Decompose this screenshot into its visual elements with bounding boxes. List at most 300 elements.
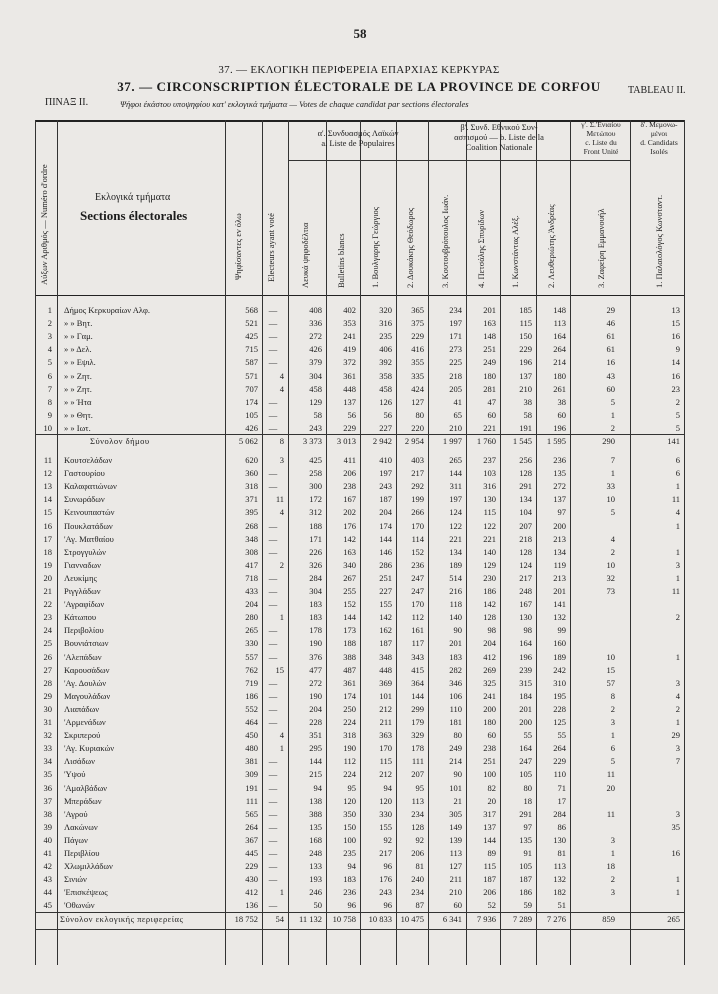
cell-value: 132 xyxy=(553,612,566,623)
cell-value: 246 xyxy=(309,887,322,898)
cell-value: 425 xyxy=(245,331,258,342)
cell-value: 139 xyxy=(449,834,462,845)
col-header-c5: 3. Κουτουβρόπουλος Ιωάν. xyxy=(440,194,450,288)
cell-value: 521 xyxy=(245,318,258,329)
cell-value: 1 xyxy=(279,743,284,754)
cell-value: 120 xyxy=(343,795,356,806)
cell-value: 212 xyxy=(379,769,392,780)
cell-value: 163 xyxy=(483,318,496,329)
cell-value: 87 xyxy=(415,900,424,911)
section-name: Κεινουπαστών xyxy=(64,507,115,518)
cell-value: 90 xyxy=(453,769,462,780)
cell-value: 134 xyxy=(519,494,532,505)
cell-value: 15 xyxy=(606,664,615,675)
cell-value: 221 xyxy=(483,533,496,544)
cell-value: — xyxy=(268,651,278,662)
cell-value: — xyxy=(268,572,278,583)
cell-value: 282 xyxy=(449,664,462,675)
cell-value: 1 xyxy=(610,409,615,420)
cell-value: 5 xyxy=(610,396,615,407)
row-number: 42 xyxy=(43,861,52,872)
section-name: Λισάδων xyxy=(64,756,95,767)
cell-value: 167 xyxy=(519,599,532,610)
cell-value: 59 xyxy=(523,900,532,911)
cell-value: 184 xyxy=(519,690,532,701)
row-number: 21 xyxy=(43,586,52,596)
cell-value: 56 xyxy=(347,409,356,420)
cell-value: 228 xyxy=(309,717,322,727)
cell-value: 430 xyxy=(245,874,258,885)
cell-value: 5 xyxy=(675,409,680,420)
section-name: Σύνολον εκλογικής περιφερείας xyxy=(60,913,184,924)
cell-value: 183 xyxy=(309,612,322,623)
row-number: 29 xyxy=(43,690,52,701)
cell-value: 106 xyxy=(449,690,462,701)
cell-value: — xyxy=(268,305,278,315)
cell-value: 10 xyxy=(606,651,615,662)
cell-value: 265 xyxy=(245,625,258,636)
row-number: 36 xyxy=(43,782,52,793)
row-number: 20 xyxy=(43,572,52,583)
cell-value: 58 xyxy=(523,409,532,420)
cell-value: 343 xyxy=(411,651,424,662)
cell-value: 406 xyxy=(379,344,392,355)
cell-value: 240 xyxy=(411,874,424,885)
row-number: 16 xyxy=(43,520,52,531)
cell-value: 206 xyxy=(343,468,356,479)
cell-value: 99 xyxy=(557,625,566,636)
cell-value: 56 xyxy=(383,409,392,420)
cell-value: 97 xyxy=(523,821,532,832)
cell-value: 318 xyxy=(245,481,258,492)
row-number: 22 xyxy=(43,599,52,610)
cell-value: 94 xyxy=(313,782,322,793)
cell-value: 363 xyxy=(379,730,392,741)
section-name: Κάτωπου xyxy=(64,612,97,623)
cell-value: 312 xyxy=(309,507,322,518)
row-number: 27 xyxy=(43,664,52,675)
cell-value: — xyxy=(268,821,278,832)
sections-header-gr: Εκλογικά τμήματα xyxy=(95,192,171,203)
cell-value: 215 xyxy=(309,769,322,780)
cell-value: 284 xyxy=(553,808,566,819)
cell-value: 117 xyxy=(411,638,424,649)
cell-value: 464 xyxy=(245,717,258,727)
cell-value: 224 xyxy=(343,769,356,780)
cell-value: 18 xyxy=(523,795,532,806)
cell-value: 115 xyxy=(483,861,496,872)
section-name: Πουκλατάδων xyxy=(64,520,113,531)
cell-value: 201 xyxy=(483,305,496,315)
cell-value: 18 752 xyxy=(234,913,258,924)
cell-value: — xyxy=(268,717,278,727)
cell-value: 15 xyxy=(671,318,680,329)
cell-value: 371 xyxy=(245,494,258,505)
cell-value: 186 xyxy=(245,690,258,701)
cell-value: 376 xyxy=(309,651,322,662)
section-name: Λακώνων xyxy=(64,821,98,832)
row-number: 44 xyxy=(43,887,52,898)
cell-value: 98 xyxy=(523,625,532,636)
cell-value: 326 xyxy=(309,559,322,570)
cell-value: 86 xyxy=(557,821,566,832)
cell-value: 211 xyxy=(379,717,392,727)
cell-value: 3 373 xyxy=(302,436,322,446)
cell-value: 204 xyxy=(379,507,392,518)
total-line xyxy=(35,912,684,913)
total-row xyxy=(0,436,718,452)
cell-value: 13 xyxy=(671,305,680,315)
cell-value: 5 xyxy=(610,756,615,767)
cell-value: 115 xyxy=(379,756,392,767)
table-label-right: TABLEAU II. xyxy=(628,85,686,96)
cell-value: 142 xyxy=(379,612,392,623)
cell-value: 320 xyxy=(379,305,392,315)
cell-value: 2 xyxy=(675,396,680,407)
cell-value: 217 xyxy=(411,468,424,479)
row-number: 13 xyxy=(43,481,52,492)
cell-value: 718 xyxy=(245,572,258,583)
cell-value: 290 xyxy=(602,436,615,446)
cell-value: 46 xyxy=(606,318,615,329)
cell-value: 164 xyxy=(553,331,566,342)
cell-value: 187 xyxy=(483,874,496,885)
row-number: 18 xyxy=(43,546,52,557)
cell-value: 92 xyxy=(415,834,424,845)
cell-value: 134 xyxy=(449,546,462,557)
cell-value: 185 xyxy=(519,305,532,315)
cell-value: 112 xyxy=(343,756,356,767)
cell-value: 221 xyxy=(483,422,496,433)
cell-value: 199 xyxy=(411,494,424,505)
cell-value: 174 xyxy=(343,690,356,701)
cell-value: 7 xyxy=(610,455,615,465)
cell-value: 113 xyxy=(449,848,462,858)
cell-value: 859 xyxy=(602,913,615,924)
cell-value: 207 xyxy=(411,769,424,780)
cell-value: 235 xyxy=(379,331,392,342)
section-name: » » Βητ. xyxy=(64,318,93,329)
cell-value: 41 xyxy=(453,396,462,407)
group-line xyxy=(570,160,630,161)
table-label-left: ΠΙΝΑΞ ΙΙ. xyxy=(45,97,89,108)
cell-value: 32 xyxy=(606,572,615,583)
cell-value: 235 xyxy=(343,848,356,858)
cell-value: 140 xyxy=(483,546,496,557)
cell-value: — xyxy=(268,520,278,531)
cell-value: 4 xyxy=(279,730,284,741)
group-header-d: δ'. Μεμονω- μένοι d. Candidats Isolés xyxy=(640,120,678,156)
cell-value: 135 xyxy=(553,468,566,479)
cell-value: 292 xyxy=(411,481,424,492)
cell-value: 150 xyxy=(519,331,532,342)
cell-value: 179 xyxy=(411,717,424,727)
cell-value: 57 xyxy=(606,677,615,688)
cell-value: 403 xyxy=(411,455,424,465)
cell-value: 217 xyxy=(519,572,532,583)
cell-value: 141 xyxy=(553,599,566,610)
cell-value: 2 xyxy=(675,703,680,714)
cell-value: 180 xyxy=(483,717,496,727)
cell-value: — xyxy=(268,782,278,793)
cell-value: 105 xyxy=(519,769,532,780)
cell-value: 247 xyxy=(411,572,424,583)
cell-value: 200 xyxy=(519,717,532,727)
row-number: 35 xyxy=(43,769,52,780)
cell-value: 133 xyxy=(309,861,322,872)
cell-value: 477 xyxy=(309,664,322,675)
cell-value: 126 xyxy=(379,396,392,407)
cell-value: 416 xyxy=(411,344,424,355)
col-header-c1: Λευκά ψηφοδέλτια xyxy=(300,222,310,288)
cell-value: — xyxy=(268,638,278,649)
cell-value: 60 xyxy=(487,409,496,420)
cell-value: 191 xyxy=(245,782,258,793)
cell-value: 105 xyxy=(245,409,258,420)
cell-value: 122 xyxy=(449,520,462,531)
cell-value: 1 595 xyxy=(546,436,566,446)
cell-value: 71 xyxy=(557,782,566,793)
cell-value: 60 xyxy=(487,730,496,741)
cell-value: 351 xyxy=(309,730,322,741)
cell-value: 204 xyxy=(483,638,496,649)
cell-value: 176 xyxy=(343,520,356,531)
cell-value: 1 xyxy=(610,848,615,858)
cell-value: 1 xyxy=(675,520,680,531)
cell-value: 258 xyxy=(309,468,322,479)
section-name: » » Ζητ. xyxy=(64,383,92,394)
cell-value: 318 xyxy=(343,730,356,741)
cell-value: 202 xyxy=(343,507,356,518)
cell-value: 95 xyxy=(347,782,356,793)
cell-value: 16 xyxy=(671,370,680,381)
col-header-num: Αύξων Αριθμός — Numéro d'ordre xyxy=(39,164,49,285)
row-number: 2 xyxy=(47,318,52,329)
cell-value: 183 xyxy=(343,874,356,885)
cell-value: 15 xyxy=(275,664,284,675)
cell-value: 140 xyxy=(449,612,462,623)
section-name: 'Υψού xyxy=(64,769,86,780)
col-header-c9: 3. Ζαφείρη Εμμανουήλ xyxy=(596,208,606,288)
cell-value: 204 xyxy=(245,599,258,610)
section-name: Συνωράδων xyxy=(64,494,105,505)
row-number: 25 xyxy=(43,638,52,649)
cell-value: 29 xyxy=(671,730,680,741)
cell-value: 214 xyxy=(553,357,566,368)
cell-value: 137 xyxy=(343,396,356,407)
cell-value: 100 xyxy=(483,769,496,780)
group-line xyxy=(428,160,570,161)
cell-value: 353 xyxy=(343,318,356,329)
cell-value: 4 xyxy=(279,507,284,518)
row-number: 45 xyxy=(43,900,52,911)
cell-value: 480 xyxy=(245,743,258,754)
sections-header-fr: Sections électorales xyxy=(80,208,188,223)
cell-value: 620 xyxy=(245,455,258,465)
cell-value: 104 xyxy=(519,507,532,518)
cell-value: 196 xyxy=(519,651,532,662)
cell-value: 200 xyxy=(483,703,496,714)
cell-value: 249 xyxy=(449,743,462,754)
cell-value: 195 xyxy=(553,690,566,701)
cell-value: — xyxy=(268,468,278,479)
cell-value: 190 xyxy=(343,743,356,754)
cell-value: 138 xyxy=(309,795,322,806)
cell-value: — xyxy=(268,703,278,714)
row-number: 9 xyxy=(47,409,52,420)
cell-value: 144 xyxy=(343,612,356,623)
cell-value: 92 xyxy=(383,834,392,845)
cell-value: 35 xyxy=(671,821,680,832)
cell-value: 346 xyxy=(449,677,462,688)
cell-value: 243 xyxy=(379,887,392,898)
cell-value: 82 xyxy=(487,782,496,793)
cell-value: 367 xyxy=(245,834,258,845)
cell-value: 60 xyxy=(453,900,462,911)
cell-value: 188 xyxy=(309,520,322,531)
cell-value: 206 xyxy=(411,848,424,858)
cell-value: 2 xyxy=(610,422,615,433)
cell-value: 125 xyxy=(553,717,566,727)
section-name: Χλωμιλλάδων xyxy=(64,861,113,872)
cell-value: 189 xyxy=(449,559,462,570)
cell-value: 128 xyxy=(483,612,496,623)
cell-value: 114 xyxy=(411,533,424,544)
cell-value: 388 xyxy=(343,651,356,662)
cell-value: — xyxy=(268,357,278,368)
cell-value: 100 xyxy=(343,834,356,845)
section-name: Στρογγυλών xyxy=(64,546,106,557)
cell-value: 97 xyxy=(557,507,566,518)
col-header-c6: 4. Πετσάλης Σπυρίδων xyxy=(476,209,486,288)
cell-value: 181 xyxy=(449,717,462,727)
cell-value: 61 xyxy=(606,344,615,355)
row-number: 41 xyxy=(43,848,52,858)
section-name: » » Ιωτ. xyxy=(64,422,91,433)
section-name: 'Επισκέψεως xyxy=(64,887,108,898)
cell-value: 162 xyxy=(379,625,392,636)
cell-value: 238 xyxy=(343,481,356,492)
cell-value: 95 xyxy=(415,782,424,793)
cell-value: 425 xyxy=(309,455,322,465)
cell-value: 1 xyxy=(675,546,680,557)
cell-value: 152 xyxy=(411,546,424,557)
cell-value: 316 xyxy=(379,318,392,329)
cell-value: 372 xyxy=(343,357,356,368)
cell-value: 11 xyxy=(275,494,284,505)
cell-value: 234 xyxy=(411,808,424,819)
cell-value: 719 xyxy=(245,677,258,688)
cell-value: 412 xyxy=(245,887,258,898)
cell-value: 182 xyxy=(553,887,566,898)
cell-value: 134 xyxy=(553,546,566,557)
row-number: 31 xyxy=(43,717,52,727)
cell-value: 142 xyxy=(483,599,496,610)
section-name: 'Αγραφίδων xyxy=(64,599,105,610)
cell-value: 4 xyxy=(279,370,284,381)
cell-value: 110 xyxy=(553,769,566,780)
cell-value: 210 xyxy=(449,887,462,898)
cell-value: 360 xyxy=(245,468,258,479)
bottom-line xyxy=(35,929,684,930)
cell-value: 128 xyxy=(519,468,532,479)
col-header-voters: Ψηφίσαντες εν όλω xyxy=(233,213,243,280)
cell-value: 10 758 xyxy=(332,913,356,924)
cell-value: 217 xyxy=(379,848,392,858)
cell-value: 295 xyxy=(309,743,322,754)
cell-value: 105 xyxy=(519,861,532,872)
cell-value: — xyxy=(268,834,278,845)
cell-value: 229 xyxy=(343,422,356,433)
section-name: Περιβολίου xyxy=(64,625,104,636)
cell-value: 308 xyxy=(245,546,258,557)
cell-value: 14 xyxy=(671,357,680,368)
cell-value: — xyxy=(268,861,278,872)
cell-value: 128 xyxy=(519,546,532,557)
cell-value: 1 997 xyxy=(442,436,462,446)
row-number: 4 xyxy=(47,344,52,355)
cell-value: — xyxy=(268,625,278,636)
col-header-c10: 1. Παλαιολόγος Κωνσταντ. xyxy=(654,194,664,288)
cell-value: 236 xyxy=(343,887,356,898)
cell-value: 286 xyxy=(379,559,392,570)
title-greek: 37. — ΕΚΛΟΓΙΚΗ ΠΕΡΙΦΕΡΕΙΑ ΕΠΑΡΧΙΑΣ ΚΕΡΚΥΡΑΣ xyxy=(218,64,500,76)
row-number: 17 xyxy=(43,533,52,544)
cell-value: 249 xyxy=(483,357,496,368)
cell-value: 118 xyxy=(449,599,462,610)
cell-value: 142 xyxy=(343,533,356,544)
cell-value: 433 xyxy=(245,586,258,596)
cell-value: 265 xyxy=(449,455,462,465)
cell-value: 255 xyxy=(343,586,356,596)
section-name: Πάγων xyxy=(64,834,88,845)
cell-value: 197 xyxy=(449,494,462,505)
cell-value: 119 xyxy=(553,559,566,570)
cell-value: 170 xyxy=(379,743,392,754)
cell-value: 3 xyxy=(675,559,680,570)
cell-value: 1 xyxy=(675,874,680,885)
cell-value: — xyxy=(268,690,278,701)
section-name: Ριγγλάδων xyxy=(64,586,101,596)
title-french: 37. — CIRCONSCRIPTION ÉLECTORALE DE LA PROVINCE DE CORFOU xyxy=(117,79,601,94)
cell-value: 269 xyxy=(483,664,496,675)
cell-value: — xyxy=(268,756,278,767)
section-name: Καλαφατιώνων xyxy=(64,481,117,492)
cell-value: 251 xyxy=(483,344,496,355)
subtitle: Ψήφοι έκάστου υποψηφίου κατ' εκλογικά τμήματα — Votes de chaque candidat par sections électorales xyxy=(120,99,469,109)
cell-value: 174 xyxy=(245,396,258,407)
cell-value: 514 xyxy=(449,572,462,583)
cell-value: 316 xyxy=(483,481,496,492)
cell-value: 38 xyxy=(523,396,532,407)
cell-value: — xyxy=(268,422,278,433)
cell-value: 243 xyxy=(379,481,392,492)
cell-value: 348 xyxy=(245,533,258,544)
cell-value: 98 xyxy=(487,625,496,636)
cell-value: 213 xyxy=(553,533,566,544)
cell-value: 251 xyxy=(483,756,496,767)
cell-value: 146 xyxy=(379,546,392,557)
cell-value: 29 xyxy=(606,305,615,315)
cell-value: — xyxy=(268,808,278,819)
total-row xyxy=(0,914,718,930)
cell-value: 273 xyxy=(449,344,462,355)
cell-value: 1 xyxy=(610,730,615,741)
cell-value: 144 xyxy=(483,834,496,845)
cell-value: 212 xyxy=(379,703,392,714)
cell-value: 164 xyxy=(519,743,532,754)
section-name: Σινιών xyxy=(64,874,87,885)
